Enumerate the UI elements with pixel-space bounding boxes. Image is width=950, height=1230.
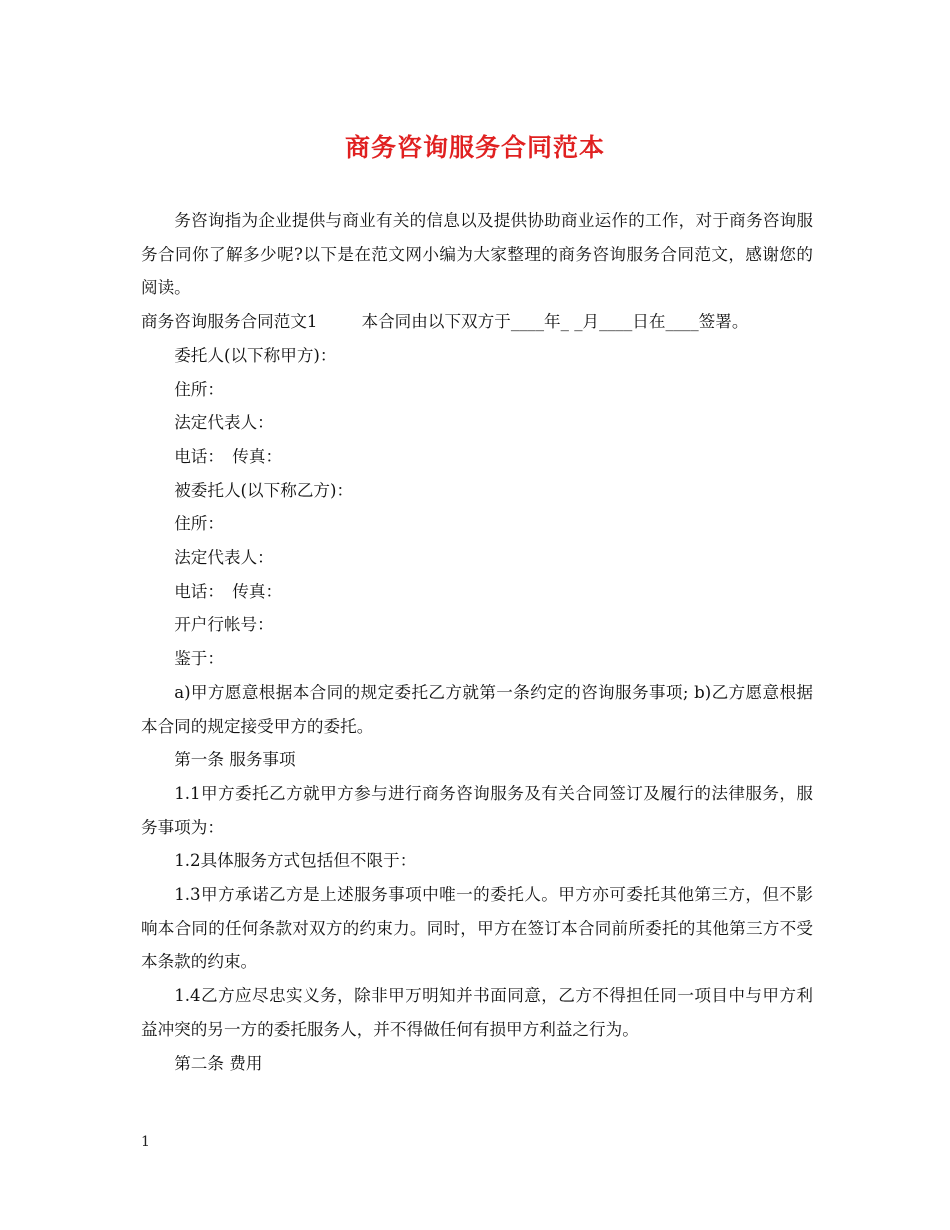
whereas-label: 鉴于： [174,649,224,669]
party-b-legal-rep: 法定代表人： [174,548,274,568]
page-number: 1 [141,1134,150,1150]
sample-opening: 本合同由以下双方于____年_ _月____日在____签署。 [361,312,749,332]
party-b-bank-account: 开户行帐号： [174,615,274,635]
sample-heading: 商务咨询服务合同范文1 [141,312,318,332]
intro-paragraph: 务咨询指为企业提供与商业有关的信息以及提供协助商业运作的工作，对于商务咨询服务合同你了解多少呢?以下是在范文网小编为大家整理的商务咨询服务合同范文，感谢您的阅读。 [141,211,813,298]
clause-1-1: 1.1甲方委托乙方就甲方参与进行商务咨询服务及有关合同签订及履行的法律服务，服务事项为： [141,783,813,837]
party-a-phone-fax: 电话： 传真： [174,446,283,466]
whereas-clause: a)甲方愿意根据本合同的规定委托乙方就第一条约定的咨询服务事项; b)乙方愿意根据本合同的规定接受甲方的委托。 [141,682,813,736]
sample-heading-line [141,305,813,339]
clause-1-4: 1.4乙方应尽忠实义务，除非甲万明知并书面同意，乙方不得担任同一项目中与甲方利益冲突的另一方的委托服务人，并不得做任何有损甲方利益之行为。 [141,986,813,1039]
document-body [141,204,813,1080]
party-b-address: 住所： [174,514,224,534]
party-b-phone-fax: 电话： 传真： [174,581,283,601]
party-a-legal-rep: 法定代表人： [174,413,274,433]
document-title: 商务咨询服务合同范本 [344,133,605,162]
article-2-heading: 第二条 费用 [174,1053,263,1073]
party-b-label: 被委托人(以下称乙方)： [174,480,354,500]
clause-1-2: 1.2具体服务方式包括但不限于： [174,851,417,871]
clause-1-3: 1.3甲方承诺乙方是上述服务事项中唯一的委托人。甲方亦可委托其他第三方，但不影响本合同的任何条款对双方的约束力。同时，甲方在签订本合同前所委托的其他第三方不受本条款的约束。 [141,885,813,972]
party-a-address: 住所： [174,379,224,399]
party-a-label: 委托人(以下称甲方)： [174,345,337,365]
article-1-heading: 第一条 服务事项 [174,750,296,770]
